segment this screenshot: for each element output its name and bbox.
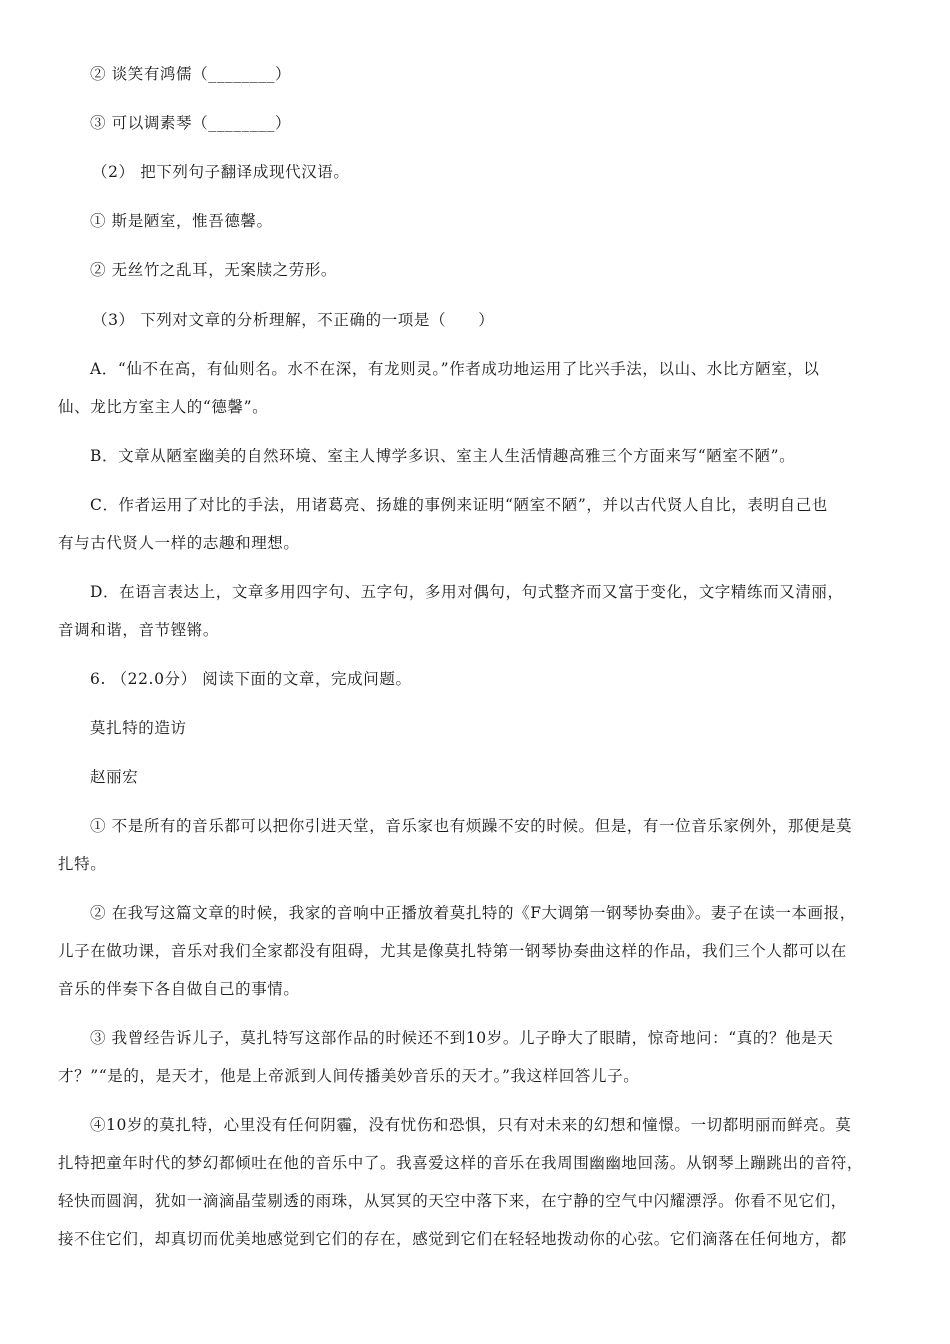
subquestion-item: ③ 可以调素琴（________）: [90, 114, 292, 132]
paragraph-3-line-2: 才？”“是的，是天才，他是上帝派到人间传播美妙音乐的天才。”我这样回答儿子。: [58, 1067, 640, 1085]
question-2-prompt: （2） 把下列句子翻译成现代汉语。: [92, 163, 350, 181]
option-d-line-1: D．在语言表达上，文章多用四字句、五字句，多用对偶句，句式整齐而又富于变化，文字精练而又清丽，: [90, 583, 844, 601]
option-a-line-2: 仙、龙比方室主人的“德馨”。: [58, 398, 269, 416]
question-3-prompt: （3） 下列对文章的分析理解，不正确的一项是（ ）: [92, 311, 495, 329]
paragraph-4-line-2: 扎特把童年时代的梦幻都倾吐在他的音乐中了。我喜爱这样的音乐在我周围幽幽地回荡。从钢琴上蹦跳出的音符，: [58, 1154, 864, 1172]
paragraph-1-line-2: 扎特。: [58, 855, 107, 873]
option-c-line-1: C．作者运用了对比的手法，用诸葛亮、扬雄的事例来证明“陋室不陋”，并以古代贤人自比，表明自己也: [90, 496, 828, 514]
paragraph-2-line-3: 音乐的伴奏下各自做自己的事情。: [58, 980, 300, 998]
subquestion-item: ② 谈笑有鸿儒（________）: [90, 65, 292, 83]
paragraph-4-line-3: 轻快而圆润，犹如一滴滴晶莹剔透的雨珠，从冥冥的天空中落下来，在宁静的空气中闪耀漂浮。你看不见它们，: [58, 1192, 847, 1210]
question-6-header: 6. （22.0分） 阅读下面的文章，完成问题。: [90, 670, 412, 688]
option-b-line-1: B．文章从陋室幽美的自然环境、室主人博学多识、室主人生活情趣高雅三个方面来写“陋室不陋”。: [90, 447, 796, 465]
article-title: 莫扎特的造访: [90, 719, 187, 737]
paragraph-2-line-1: ② 在我写这篇文章的时候，我家的音响中正播放着莫扎特的《F大调第一钢琴协奏曲》。妻子在读一本画报，: [90, 904, 856, 922]
paragraph-3-line-1: ③ 我曾经告诉儿子，莫扎特写这部作品的时候还不到10岁。儿子睁大了眼睛，惊奇地问：“真的？他是天: [90, 1029, 834, 1047]
paragraph-4-line-4: 接不住它们，却真切而优美地感觉到它们的存在，感觉到它们在轻轻地拨动你的心弦。它们滴落在任何地方，都: [58, 1230, 847, 1248]
option-a-line-1: A．“仙不在高，有仙则名。水不在深，有龙则灵。”作者成功地运用了比兴手法，以山、水比方陋室，以: [90, 360, 820, 378]
option-d-line-2: 音调和谐，音节铿锵。: [58, 621, 220, 639]
translation-item: ② 无丝竹之乱耳，无案牍之劳形。: [90, 261, 338, 279]
paragraph-1-line-1: ① 不是所有的音乐都可以把你引进天堂，音乐家也有烦躁不安的时候。但是，有一位音乐家例外，那便是莫: [90, 817, 853, 835]
paragraph-2-line-2: 儿子在做功课，音乐对我们全家都没有阻碍，尤其是像莫扎特第一钢琴协奏曲这样的作品，我们三个人都可以在: [58, 942, 847, 960]
paragraph-4-line-1: ④10岁的莫扎特，心里没有任何阴霾，没有忧伤和恐惧，只有对未来的幻想和憧憬。一切都明丽而鲜亮。莫: [90, 1116, 852, 1134]
article-author: 赵丽宏: [90, 768, 139, 786]
translation-item: ① 斯是陋室，惟吾德馨。: [90, 212, 273, 230]
option-c-line-2: 有与古代贤人一样的志趣和理想。: [58, 534, 300, 552]
